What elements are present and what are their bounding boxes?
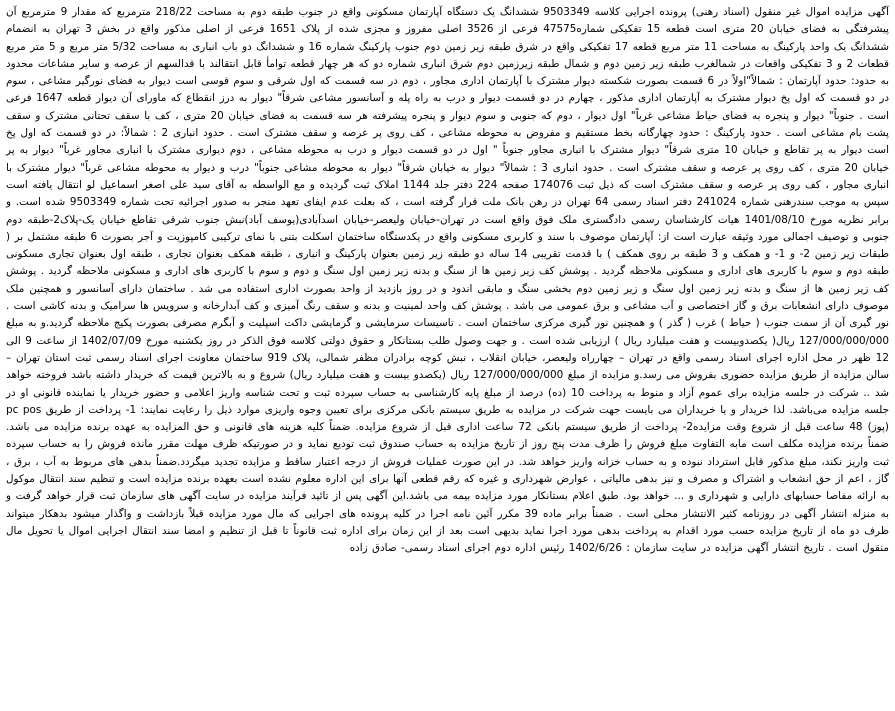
auction-notice-text: آگهی مزایده اموال غیر منقول (اسناد رهنی) پرونده اجرایی کلاسه 9503349 ششدانگ یک دستگاه آپارتمان مسکونی واقع در جنوب طبقه دوم به مساحت 218/22 مترمربع که مقدار 9 مترمربع آن پیشرفتگی به فضای خیابان 20 متری است قطعه 15 تفکیکی شماره47575 فرعی از 3526 اصلی مفروز و مجزی شده از پلاک 1651 فرعی از اصلی مذکور واقع در بخش 3 تهران به انضمام ششدانگ یک واحد پارکینگ به مساحت 11 متر مربع قطعه 17 تفکیکی واقع در شرق طبقه زیر زمین دوم جنوب پارکینگ شماره 16 و ششدانگ دو باب انباری به مساحت 5/32 متر مربع و 5 متر مربع قطعات 2 و 3 تفکیکی واقعات در شمالغرب طبقه زیر زمین دوم و شمال طبقه زیرزمین دوم شرق انباری شماره دو که هر چهار قطعه توامأ قابل انتقالند با قدالسهم از عرصه و سایر مشاعات محدود به حدود: حدود آپارتمان : شمالاً"اولاً در 6 قسمت بصورت شکسته دیوار مشترک با آپارتمان اداری مجاور ، دوم در سه قسمت که اول شرقی و سوم قوسی است دیوار به فضای نورگیر مشاعی ، سوم در دو قسمت که اول پخ دیوار مشترک به آپارتمان اداری مذکور ، چهارم در دو قسمت دیوار و درب به راه پله و آسانسور مشاعی شرقاً" دیوار به درز انقطاع که ماورای آن دیوار قطعه 1647 فرعی است . جنوباً" دیوار و پنجره به فضای حیاط مشاعی غرباً" اول دیوار ، دوم که جنوبی و سوم دیوار و پنجره پیشرفته هر سه قسمت به فضای خیابان 20 متری ، کف با سقف تحتانی مشترک و سقف پشت بام مشاعی است . حدود پارکینگ : حدود چهارگانه بخط مستقیم و مفروض به محوطه مشاعی ، کف روی پر عرصه و سقف مشترک است . حدود انباری 2 : شمالاً: در دو قسمت که اول پخ است دیوار به پر تقاطع و خیابان 10 متری شرقاً" دیوار مشترک با انباری مجاور جنوباً " اول در دو قسمت دیوار و درب به محوطه مشاعی ، دوم دیواری مشترک با انباری مجاور غرباً" دیوار به پر خیابان 20 متری ، کف روی پر عرصه و سقف مشترک است . حدود انباری 3 : شمالاً" دیوار به خیابان شرقاً" دیوار به محوطه مشاعی جنوباً" درب و دیوار به محوطه مشاعی غرباً" دیوار مشترک با انباری مجاور ، کف روی پر عرصه و سقف مشترک است که ذیل ثبت 174076 صفحه 224 دفتر جلد 1144 املاک ثبت گردیده و مع الواسطه به آقای سید علی اصغر اسماعیل لو انتقال یافته است سپس به موجب سندرهنی شماره 241024 دفتر اسناد رسمی 64 تهران در رهن بانک ملت قرار گرفته است ، که بعلت عدم ایفای تعهد منجر به صدور اجرائیه تحت شماره 9503349 شده است. و برابر نظریه مورخ 1401/08/10 هیات کارشناسان رسمی دادگستری ملک فوق واقع است در تهران-خیابان ولیعصر-خیابان اسدآبادی(یوسف آباد)نبش جنوب شرقی تقاطع خیابان یک-پلاک2-طبقه دوم جنوبی و توصیف اجمالی مورد وثیقه عبارت است از: آپارتمان موصوف با سند و کاربری مسکونی واقع در یکدستگاه ساختمان اسکلت بتنی با نمای ترکیبی کامپوزیت و آجر بصورت 6 طبقه مشتمل بر ( طبقات زیر زمین 2- و 1- و همکف و 3 طبقه بر روی همکف ) با قدمت تقریبی 14 ساله دو طبقه زیر زمین بعنوان پارکینگ و انباری ، طبقه همکف بعنوان تجاری ، طبقه اول بعنوان تجاری مسکونی طبقه دوم و سوم با کاربری های اداری و مسکونی ملاحظه گردید . پوشش کف زیر زمین ها از سنگ و بدنه زیر زمین اول سنگ و دوم و سوم با کاربری های اداری و مسکونی ملاحظه گردید . پوشش کف زیر زمین ها از سنگ و بدنه زیر زمین اول سنگ و زیر زمین دوم بخشی سنگ و مابقی اندود و در روز بازدید از واحد بصورت اداری استفاده می شد . ساختمان دارای آسانسور و همچنین ملک موصوف دارای انشعابات برق و گاز اختصاصی و آب مشاعی و برق عمومی می باشد . پوشش کف واحد لمینیت و بدنه و سقف رنگ آمیزی و کف آبدارخانه و سرویس ها سرامیک و بدنه کاشی است . نور گیری آن از سمت جنوب ( حیاط ) غرب ( گذر ) و همچنین نور گیری مرکزی ساختمان است . تاسیسات سرمایشی و گرمایشی داکت اسپلیت و آبگرم مصرفی بصورت پکیج ملاحظه گردید.و به مبلغ 127/000/000/000 ریال( یکصدوبیست و هفت میلیارد ریال ) ارزیابی شده است . و جهت وصول طلب بستانکار و حقوق دولتی کلاسه فوق الذکر در روز یکشنبه مورخ 1402/07/09 از ساعت 9 الی 12 ظهر در محل اداره اجرای اسناد رسمی واقع در تهران – چهارراه ولیعصر، خیابان انقلاب ، نبش کوچه برادران مظفر شمالی، پلاک 919 ساختمان معاونت اجرای اسناد رسمی ثبت استان تهران – سالن مزایده از طریق مزایده حضوری بفروش می رسد.و مزایده از مبلغ 127/000/000/000 ریال (یکصدو بیست و هفت میلیارد ریال) شروع و به بالاترین قیمت که خریدار داشته باشد فروخته خواهد شد .. شرکت در جلسه مزایده برای عموم آزاد و منوط به پرداخت 10 (ده) درصد از مبلغ پایه کارشناسی به حساب سپرده ثبت و تحت شناسه واریز اعلامی و حضور خریدار یا نماینده قانونی او در جلسه مزایده می‌باشد. لذا خریدار و یا خریداران می بایست جهت شرکت در مزایده به طریق سیستم بانکی مرکزی برای تعیین وجوه واریزی موارد ذیل را رعایت نمایند: 1- پرداخت از طریق pc pos (پوز) 48 ساعت قبل از شروع وقت مزایده2- پرداخت از طریق سیستم بانکی 72 ساعت اداری قبل از شروع مزایده. ضمناً کلیه هزینه های قانونی و حق المزایده به عهده برنده مزایده می باشد. ضمناً برنده مزایده مکلف است مابه التفاوت مبلغ فروش را ظرف مدت پنج روز از تاریخ مزایده به حساب صندوق ثبت تودیع نماید و در صورتیکه ظرف مهلت مقرر مانده فروش را به حساب سپرده ثبت واریز نکند، مبلغ مذکور قابل استرداد نبوده و به حساب خزانه واریز خواهد شد. در این صورت عملیات فروش از درجه اعتبار ساقط و مزایده تجدید میگردد.ضمناً بدهی های مربوط به آب ، برق ، گاز ، اعم از حق انشعاب و اشتراک و مصرف و نیز بدهی مالیاتی ، عوارض شهرداری و غیره که رقم قطعی آنها برای این اداره معلوم نشده است بعهده برنده مزایده است و تنظیم سند انتقال موکول به ارائه مفاصا حسابهای دارایی و شهرداری و ... خواهد بود. طبق اعلام بستانکار مورد مزایده بیمه می باشد.این آگهی پس از تائید فرآیند مزایده در سایت آگهی های سازمان ثبت قرار خواهد گرفت و به منزله انتشار آگهی در روزنامه کثیر الانتشار محلی است . ضمناً برابر ماده 39 مکرر آئین نامه اجرا در کلیه پرونده های اجرایی که مال مورد مزایده قبلاً بازداشت و واگذار میشود بدهکار میتواند ظرف دو ماه از تاریخ مزایده حسب مورد اقدام به پرداخت بدهی مورد اجرا نماید بدیهی است بعد از این زمان برای اداره ثبت قانوناً تا قبل از تنظیم و امضا سند انتقال اجرایی اموال یا تحویل مال منقول است . تاریخ انتشار آگهی مزایده در سایت سازمان : 1402/6/26 رئیس اداره دوم اجرای اسناد رسمی- صادق زاده [6, 6, 890, 555]
